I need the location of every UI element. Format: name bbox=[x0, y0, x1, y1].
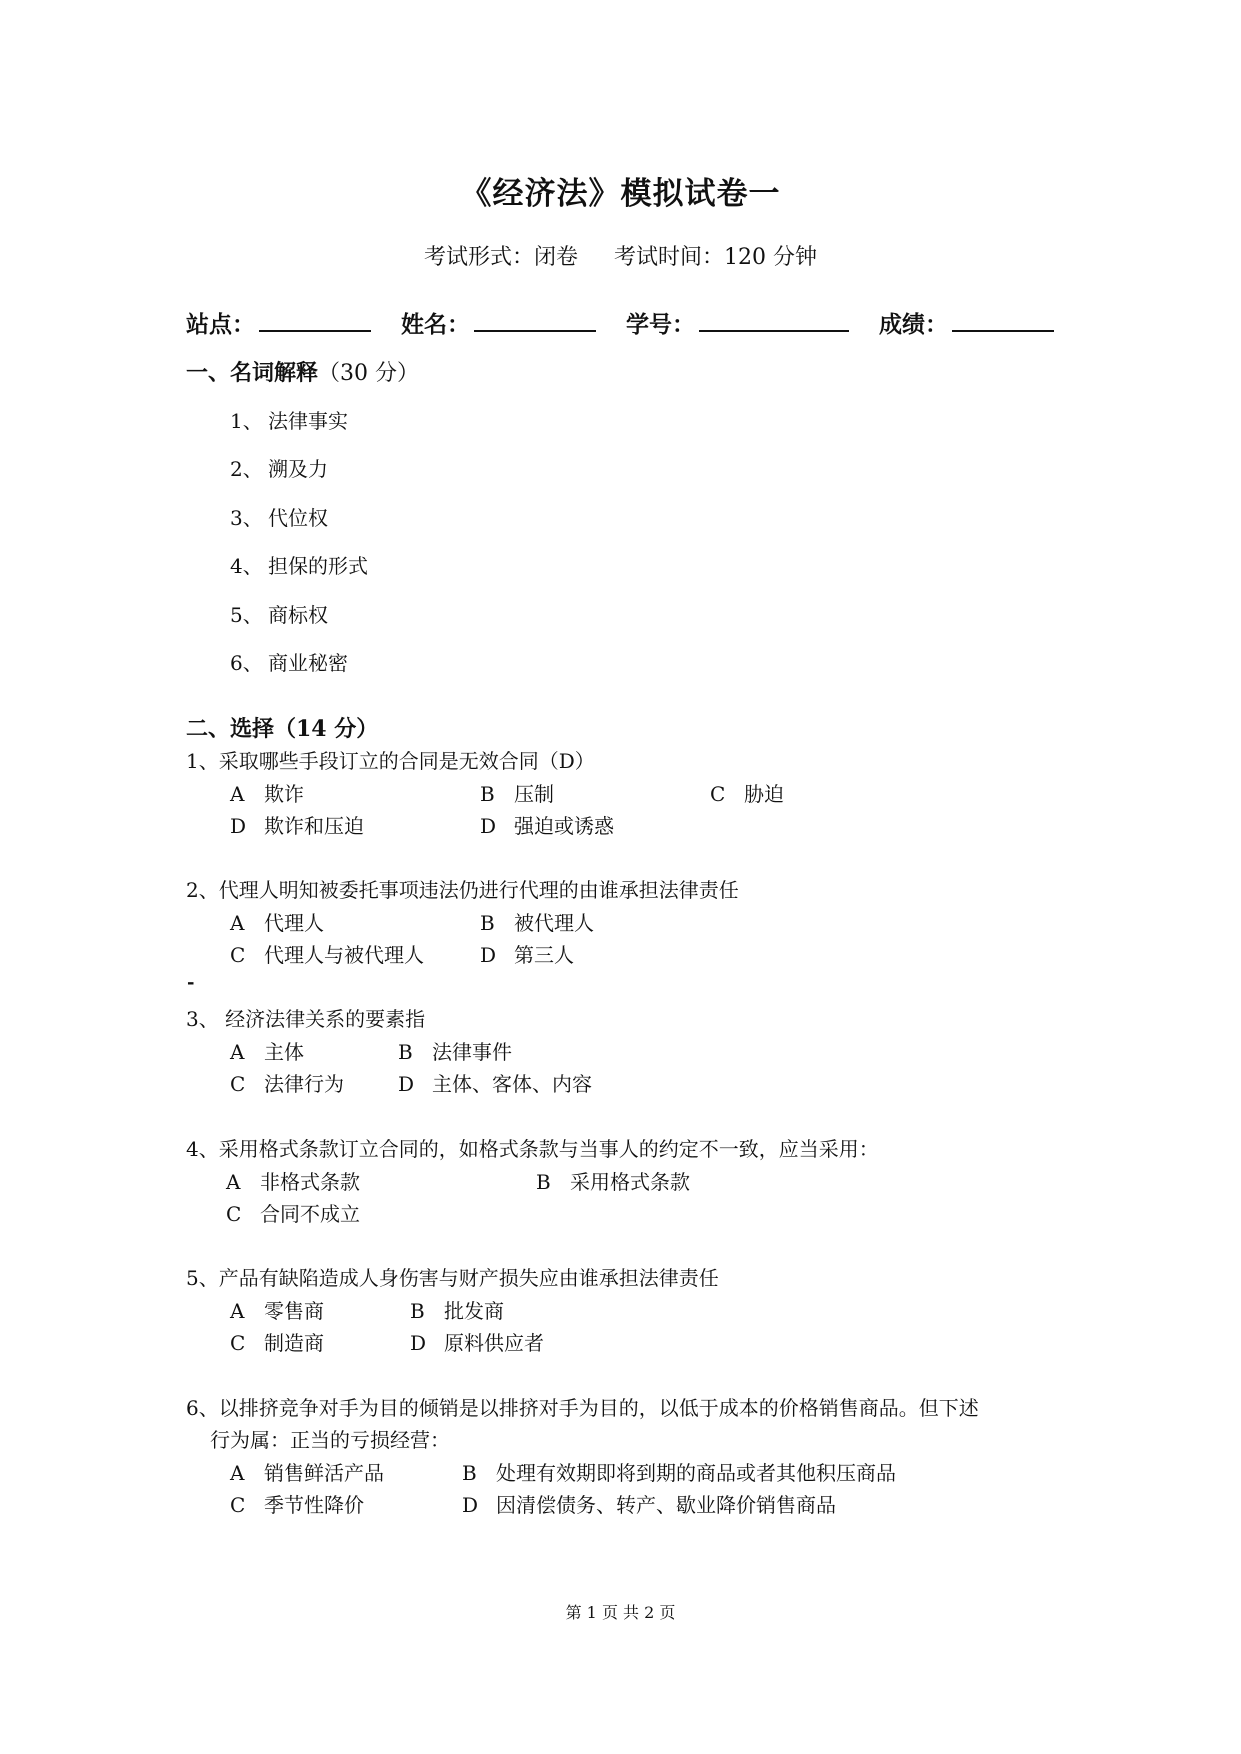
option: D 原料供应者 bbox=[410, 1331, 544, 1355]
question-5: 5、产品有缺陷造成人身伤害与财产损失应由谁承担法律责任 bbox=[186, 1266, 719, 1290]
option: D 欺诈和压迫 bbox=[230, 814, 364, 838]
page-title: 《经济法》模拟试卷一 bbox=[460, 176, 781, 212]
score-label: 成绩： bbox=[879, 311, 949, 338]
option: B 压制 bbox=[480, 782, 554, 806]
page-footer: 第 1 页 共 2 页 bbox=[565, 1603, 676, 1622]
option: C 季节性降价 bbox=[230, 1493, 364, 1517]
student-id-label: 学号： bbox=[626, 311, 696, 338]
student-id-blank[interactable] bbox=[699, 308, 849, 332]
option: D 主体、客体、内容 bbox=[398, 1072, 592, 1096]
site-field bbox=[186, 306, 371, 339]
option: B 被代理人 bbox=[480, 911, 594, 935]
option: D 第三人 bbox=[480, 943, 574, 967]
section-1-heading bbox=[186, 356, 419, 387]
section-1-points: （30 分） bbox=[318, 361, 420, 386]
option: A 欺诈 bbox=[230, 782, 304, 806]
question-6: 6、以排挤竞争对手为目的倾销是以排挤对手为目的，以低于成本的价格销售商品。但下述 bbox=[186, 1396, 979, 1420]
score-blank[interactable] bbox=[952, 308, 1054, 332]
question-6-continued: 行为属：正当的亏损经营： bbox=[210, 1428, 450, 1452]
stray-dash: - bbox=[187, 972, 195, 993]
term-item: 1、 法律事实 bbox=[230, 409, 348, 433]
option: B 处理有效期即将到期的商品或者其他积压商品 bbox=[462, 1461, 896, 1485]
site-blank[interactable] bbox=[259, 308, 371, 332]
term-item: 2、 溯及力 bbox=[230, 457, 328, 481]
question-3: 3、 经济法律关系的要素指 bbox=[186, 1007, 426, 1031]
name-field bbox=[401, 306, 596, 339]
student-info-row bbox=[186, 306, 1054, 339]
section-2-heading: 二、选择（14 分） bbox=[186, 716, 379, 742]
option: B 批发商 bbox=[410, 1299, 504, 1323]
option: B 法律事件 bbox=[398, 1040, 512, 1064]
option: D 因清偿债务、转产、歇业降价销售商品 bbox=[462, 1493, 836, 1517]
term-item: 4、 担保的形式 bbox=[230, 554, 368, 578]
site-label: 站点： bbox=[186, 311, 255, 338]
option: A 非格式条款 bbox=[226, 1170, 360, 1194]
name-label: 姓名： bbox=[401, 311, 471, 338]
score-field bbox=[879, 306, 1054, 339]
name-blank[interactable] bbox=[474, 308, 596, 332]
option: C 胁迫 bbox=[710, 782, 784, 806]
option: B 采用格式条款 bbox=[536, 1170, 690, 1194]
exam-time: 考试时间：120 分钟 bbox=[614, 245, 817, 270]
exam-form: 考试形式：闭卷 bbox=[423, 245, 578, 270]
exam-meta bbox=[0, 240, 1241, 271]
question-1: 1、采取哪些手段订立的合同是无效合同（D） bbox=[186, 749, 595, 773]
option: C 代理人与被代理人 bbox=[230, 943, 424, 967]
option: D 强迫或诱惑 bbox=[480, 814, 614, 838]
section-1-title: 一、名词解释 bbox=[186, 360, 319, 386]
term-item: 3、 代位权 bbox=[230, 506, 328, 530]
option: A 零售商 bbox=[230, 1299, 324, 1323]
option: A 代理人 bbox=[230, 911, 324, 935]
option: C 法律行为 bbox=[230, 1072, 344, 1096]
student-id-field bbox=[626, 306, 849, 339]
option: C 合同不成立 bbox=[226, 1202, 360, 1226]
option: A 主体 bbox=[230, 1040, 304, 1064]
question-4: 4、采用格式条款订立合同的，如格式条款与当事人的约定不一致，应当采用： bbox=[186, 1137, 879, 1161]
term-item: 6、 商业秘密 bbox=[230, 651, 348, 675]
option: C 制造商 bbox=[230, 1331, 324, 1355]
option: A 销售鲜活产品 bbox=[230, 1461, 384, 1485]
term-item: 5、 商标权 bbox=[230, 603, 328, 627]
question-2: 2、代理人明知被委托事项违法仍进行代理的由谁承担法律责任 bbox=[186, 878, 739, 902]
